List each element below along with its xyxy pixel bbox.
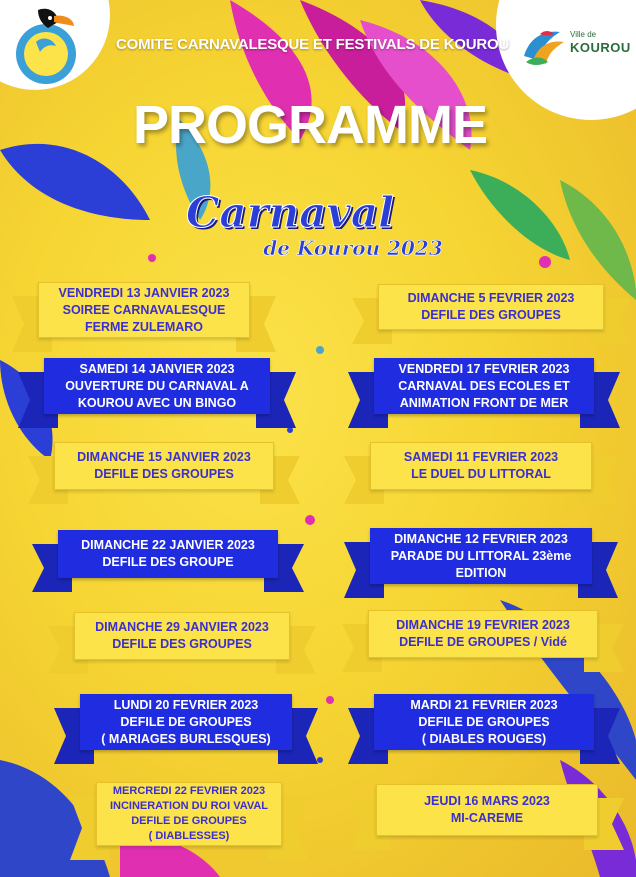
event-date: DIMANCHE 22 JANVIER 2023 <box>81 538 255 552</box>
ribbon-body <box>368 610 598 658</box>
ville-de-kourou-logo-icon <box>520 26 566 70</box>
event-date: LUNDI 20 FEVRIER 2023 <box>113 697 259 712</box>
event-ribbon <box>370 528 592 598</box>
event-line: EDITION <box>455 565 507 580</box>
ville-de-kourou-logo <box>520 26 630 70</box>
event-ribbon <box>370 442 592 504</box>
ribbon-body <box>376 784 598 836</box>
ribbon-body <box>374 694 594 750</box>
logo-caption: Ville de <box>570 30 597 39</box>
event-date: DIMANCHE 19 FEVRIER 2023 <box>396 618 570 632</box>
event-date: MARDI 21 FEVRIER 2023 <box>410 697 558 712</box>
event-ribbon <box>54 442 274 504</box>
ribbon-body <box>370 442 592 490</box>
event-line: ( DIABLES ROUGES) <box>421 731 547 746</box>
event-date: JEUDI 16 MARS 2023 <box>424 794 550 808</box>
event-ribbon <box>38 282 250 352</box>
ribbon-body <box>54 442 274 490</box>
event-line: ( MARIAGES BURLESQUES) <box>101 731 271 746</box>
ribbon-body <box>74 612 290 660</box>
event-ribbon <box>368 610 598 672</box>
event-ribbon <box>374 694 594 764</box>
event-date: SAMEDI 14 JANVIER 2023 <box>79 361 235 376</box>
ribbon-body <box>374 358 594 414</box>
event-ribbon <box>44 358 270 428</box>
event-line: MI-CAREME <box>450 811 524 825</box>
ribbon-body <box>58 530 278 578</box>
event-line: LE DUEL DU LITTORAL <box>411 467 551 481</box>
event-line: SOIREE CARNAVALESQUE <box>62 302 226 317</box>
event-date: DIMANCHE 15 JANVIER 2023 <box>77 450 251 464</box>
ribbon-body <box>38 282 250 338</box>
ribbon-body <box>96 782 282 846</box>
event-ribbon <box>96 782 282 860</box>
page-title: PROGRAMME <box>133 95 487 155</box>
event-ribbon <box>378 284 604 344</box>
event-line: DEFILE DES GROUPES <box>421 308 561 322</box>
event-date: MERCREDI 22 FEVRIER 2023 <box>112 785 266 797</box>
ribbon-body <box>80 694 292 750</box>
event-subtitle: de Kourou 2023 <box>263 236 443 260</box>
logo-city-name: KOUROU <box>570 40 631 55</box>
event-title: Carnaval <box>185 188 395 237</box>
event-ribbon <box>376 784 598 850</box>
event-date: SAMEDI 11 FEVRIER 2023 <box>403 450 559 464</box>
event-line: DEFILE DE GROUPES <box>418 714 550 729</box>
event-line: ( DIABLESSES) <box>148 830 230 842</box>
event-line: DEFILE DE GROUPES / Vidé <box>399 635 567 649</box>
event-date: DIMANCHE 12 FEVRIER 2023 <box>394 531 568 546</box>
event-line: DEFILE DES GROUPE <box>102 555 234 569</box>
event-line: DEFILE DES GROUPES <box>94 467 234 481</box>
event-date: VENDREDI 17 FEVRIER 2023 <box>398 361 570 376</box>
event-line: FERME ZULEMARO <box>84 319 204 334</box>
committee-title: COMITE CARNAVALESQUE ET FESTIVALS DE KOUROU <box>116 36 510 53</box>
toucan-logo-icon <box>8 6 84 90</box>
event-date: DIMANCHE 5 FEVRIER 2023 <box>407 291 575 305</box>
event-line: KOUROU AVEC UN BINGO <box>77 395 237 410</box>
event-date: DIMANCHE 29 JANVIER 2023 <box>95 620 269 634</box>
event-line: INCINERATION DU ROI VAVAL <box>109 800 269 812</box>
event-line: ANIMATION FRONT DE MER <box>399 395 569 410</box>
event-ribbon <box>74 612 290 674</box>
event-line: OUVERTURE DU CARNAVAL A <box>65 378 249 393</box>
event-line: CARNAVAL DES ECOLES ET <box>398 378 570 393</box>
ribbon-body <box>370 528 592 584</box>
event-line: PARADE DU LITTORAL 23ème <box>390 548 572 563</box>
event-ribbon <box>80 694 292 764</box>
event-ribbon <box>58 530 278 592</box>
event-ribbon <box>374 358 594 428</box>
ribbon-body <box>378 284 604 330</box>
ribbon-body <box>44 358 270 414</box>
event-line: DEFILE DE GROUPES <box>120 714 252 729</box>
event-line: DEFILE DE GROUPES <box>131 815 247 827</box>
event-date: VENDREDI 13 JANVIER 2023 <box>58 285 230 300</box>
event-line: DEFILE DES GROUPES <box>112 637 252 651</box>
